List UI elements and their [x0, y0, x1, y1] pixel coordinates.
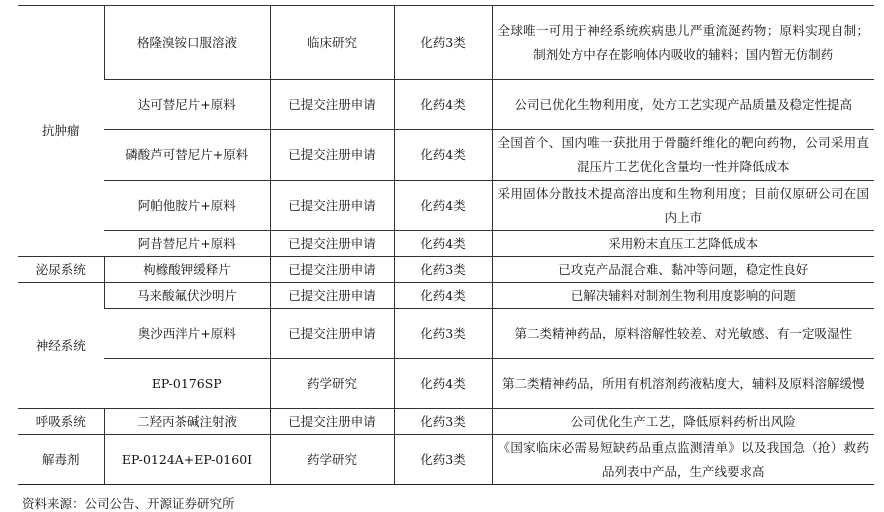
category-cell: 解毒剂 — [18, 435, 104, 485]
category-cell: 神经系统 — [18, 283, 104, 409]
product-cell: EP-0176SP — [104, 359, 270, 409]
status-cell: 已提交注册申请 — [270, 130, 394, 181]
table-row — [18, 409, 874, 435]
desc-cell: 公司优化生产工艺，降低原料药析出风险 — [492, 409, 874, 435]
type-cell: 化药3类 — [394, 257, 492, 283]
table-row — [18, 80, 874, 130]
desc-cell: 全球唯一可用于神经系统疾病患儿严重流涎药物；原料实现自制；制剂处方中存在影响体内吸收的辅料；国内暂无仿制药 — [492, 6, 874, 80]
table-row — [18, 283, 874, 309]
product-cell: 达可替尼片+原料 — [104, 80, 270, 130]
pipeline-table — [18, 5, 874, 485]
desc-cell: 采用固体分散技术提高溶出度和生物利用度；目前仅原研公司在国内上市 — [492, 181, 874, 231]
source-note: 资料来源：公司公告、开源证券研究所 — [22, 496, 235, 511]
status-cell: 已提交注册申请 — [270, 181, 394, 231]
type-cell: 化药4类 — [394, 283, 492, 309]
product-cell: 磷酸芦可替尼片+原料 — [104, 130, 270, 181]
type-cell: 化药4类 — [394, 231, 492, 257]
product-cell: 格隆溴铵口服溶液 — [104, 6, 270, 80]
type-cell: 化药3类 — [394, 6, 492, 80]
table-row — [18, 435, 874, 485]
desc-cell: 已攻克产品混合难、黏冲等问题，稳定性良好 — [492, 257, 874, 283]
product-cell: 奥沙西泮片+原料 — [104, 309, 270, 359]
type-cell: 化药3类 — [394, 409, 492, 435]
status-cell: 已提交注册申请 — [270, 309, 394, 359]
type-cell: 化药4类 — [394, 359, 492, 409]
product-cell: 阿昔替尼片+原料 — [104, 231, 270, 257]
status-cell: 临床研究 — [270, 6, 394, 80]
desc-cell: 已解决辅料对制剂生物利用度影响的问题 — [492, 283, 874, 309]
product-cell: 马来酸氟伏沙明片 — [104, 283, 270, 309]
table-row — [18, 181, 874, 231]
status-cell: 药学研究 — [270, 435, 394, 485]
category-cell: 抗肿瘤 — [18, 6, 104, 257]
status-cell: 已提交注册申请 — [270, 80, 394, 130]
product-cell: 二羟丙茶碱注射液 — [104, 409, 270, 435]
status-cell: 已提交注册申请 — [270, 409, 394, 435]
category-cell: 泌尿系统 — [18, 257, 104, 283]
type-cell: 化药3类 — [394, 309, 492, 359]
desc-cell: 第二类精神药品，所用有机溶剂药液粘度大，辅料及原料溶解缓慢 — [492, 359, 874, 409]
status-cell: 药学研究 — [270, 359, 394, 409]
table-row — [18, 359, 874, 409]
desc-cell: 采用粉末直压工艺降低成本 — [492, 231, 874, 257]
desc-cell: 《国家临床必需易短缺药品重点监测清单》以及我国急（抢）救药品列表中产品，生产线要求高 — [492, 435, 874, 485]
status-cell: 已提交注册申请 — [270, 231, 394, 257]
type-cell: 化药4类 — [394, 130, 492, 181]
type-cell: 化药4类 — [394, 80, 492, 130]
product-cell: EP-0124A+EP-0160I — [104, 435, 270, 485]
desc-cell: 第二类精神药品，原料溶解性较差、对光敏感、有一定吸湿性 — [492, 309, 874, 359]
table-row — [18, 231, 874, 257]
table-row — [18, 130, 874, 181]
desc-cell: 公司已优化生物利用度，处方工艺实现产品质量及稳定性提高 — [492, 80, 874, 130]
table-row — [18, 309, 874, 359]
category-cell: 呼吸系统 — [18, 409, 104, 435]
desc-cell: 全国首个、国内唯一获批用于骨髓纤维化的靶向药物，公司采用直混压片工艺优化含量均一性并降低成本 — [492, 130, 874, 181]
status-cell: 已提交注册申请 — [270, 257, 394, 283]
product-cell: 阿帕他胺片+原料 — [104, 181, 270, 231]
status-cell: 已提交注册申请 — [270, 283, 394, 309]
type-cell: 化药4类 — [394, 181, 492, 231]
table-row — [18, 257, 874, 283]
type-cell: 化药3类 — [394, 435, 492, 485]
table-row — [18, 6, 874, 80]
product-cell: 枸橼酸钾缓释片 — [104, 257, 270, 283]
